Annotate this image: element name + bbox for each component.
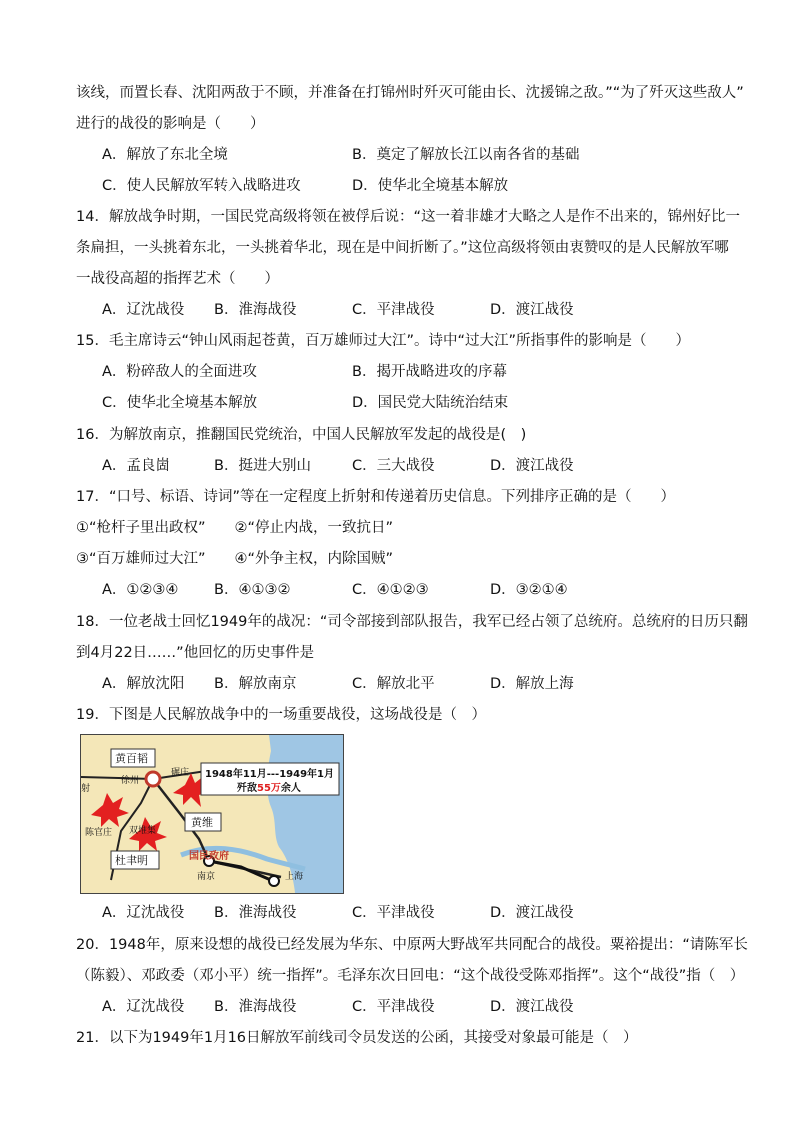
q20-option-d[interactable]: D．渡江战役 [490, 999, 574, 1015]
q18-option-a[interactable]: A．解放沈阳 [102, 676, 185, 692]
q16-stem: 16．为解放南京，推翻国民党统治，中国人民解放军发起的战役是( ) [76, 427, 527, 443]
nianzhuang-label: 碾庄 [171, 768, 190, 778]
q13-option-d[interactable]: D．使华北全境基本解放 [352, 178, 509, 194]
q14-option-d[interactable]: D．渡江战役 [490, 302, 574, 318]
q20-option-b[interactable]: B．淮海战役 [214, 999, 297, 1015]
q16-option-d[interactable]: D．渡江战役 [490, 458, 574, 474]
q13-option-a[interactable]: A．解放了东北全境 [102, 147, 228, 163]
q20-stem-line-2: （陈毅）、邓政委（邓小平）统一指挥”。毛泽东次日回电：“这个战役受陈邓指挥”。这个“战役”指（ ） [76, 968, 745, 984]
nanjing-label: 南京 [197, 872, 216, 882]
q17-option-c[interactable]: C．④①②③ [352, 582, 429, 598]
q15-option-b[interactable]: B．揭开战略进攻的序幕 [352, 364, 507, 380]
she-label: 射 [81, 784, 91, 794]
q15-option-a[interactable]: A．粉碎敌人的全面进攻 [102, 364, 257, 380]
q21-stem: 21．以下为1949年1月16日解放军前线司令员发送的公函，其接受对象最可能是（ ） [76, 1030, 638, 1046]
q14-option-a[interactable]: A．辽沈战役 [102, 302, 185, 318]
q19-option-a[interactable]: A．辽沈战役 [102, 905, 185, 921]
q13-option-c[interactable]: C．使人民解放军转入战略进攻 [102, 178, 301, 194]
q17-items-2: ③“百万雄师过大江” ④“外争主权，内除国贼” [76, 551, 394, 567]
q18-option-c[interactable]: C．解放北平 [352, 676, 435, 692]
huangbaitao-label: 黄百韬 [115, 752, 148, 765]
shanghai-label: 上海 [285, 872, 304, 882]
q19-stem: 19．下图是人民解放战争中的一场重要战役，这场战役是（ ） [76, 707, 486, 723]
q19-option-b[interactable]: B．淮海战役 [214, 905, 297, 921]
chenguanzhuang-label: 陈官庄 [85, 828, 113, 838]
q13-stem-line-2: 进行的战役的影响是（ ） [76, 116, 265, 132]
q20-stem-line-1: 20．1948年，原来设想的战役已经发展为华东、中原两大野战军共同配合的战役。粟裕提出：“请陈军长 [76, 937, 748, 953]
q14-stem-line-2: 条扁担，一头挑着东北，一头挑着华北，现在是中间折断了。”这位高级将领由衷赞叹的是人民解放军哪 [76, 240, 729, 256]
q13-option-b[interactable]: B．奠定了解放长江以南各省的基础 [352, 147, 580, 163]
q14-option-c[interactable]: C．平津战役 [352, 302, 435, 318]
q17-option-d[interactable]: D．③②①④ [490, 582, 568, 598]
shuangduiji-label: 双堆集 [129, 826, 157, 836]
q13-stem-line-1: 该线，而置长春、沈阳两敌于不顾，并准备在打锦州时歼灭可能由长、沈援锦之敌。”“为了歼灭这些敌人” [76, 85, 744, 101]
q18-stem-line-1: 18．一位老战士回忆1949年的战况：“司令部接到部队报告，我军已经占领了总统府。总统府的日历只翻 [76, 614, 748, 630]
q17-option-a[interactable]: A．①②③④ [102, 582, 179, 598]
q17-items-1: ①“枪杆子里出政权” ②“停止内战，一致抗日” [76, 520, 394, 536]
xuzhou-marker-icon [146, 772, 160, 786]
guominzhengfu-label: 国民政府 [189, 851, 229, 862]
q20-option-a[interactable]: A．辽沈战役 [102, 999, 185, 1015]
huaihai-campaign-map [80, 734, 344, 894]
q16-option-b[interactable]: B．挺进大别山 [214, 458, 311, 474]
xuzhou-label: 徐州 [121, 776, 140, 786]
q19-option-d[interactable]: D．渡江战役 [490, 905, 574, 921]
q19-option-c[interactable]: C．平津战役 [352, 905, 435, 921]
q18-option-b[interactable]: B．解放南京 [214, 676, 297, 692]
map-svg [81, 735, 343, 893]
huangwei-label: 黄维 [191, 816, 213, 829]
q14-stem-line-1: 14．解放战争时期，一国民党高级将领在被俘后说：“这一着非雄才大略之人是作不出来的，锦州好比一 [76, 209, 740, 225]
duyuming-label: 杜聿明 [115, 854, 148, 867]
casualty-label: 歼敌55万余人 [237, 783, 301, 794]
q16-option-a[interactable]: A．孟良崮 [102, 458, 170, 474]
q15-stem: 15．毛主席诗云“钟山风雨起苍黄，百万雄师过大江”。诗中“过大江”所指事件的影响是（ ） [76, 333, 690, 349]
q20-option-c[interactable]: C．平津战役 [352, 999, 435, 1015]
shanghai-marker-icon [269, 876, 279, 886]
q15-option-d[interactable]: D．国民党大陆统治结束 [352, 395, 509, 411]
date-label: 1948年11月---1949年1月 [205, 769, 334, 780]
q15-option-c[interactable]: C．使华北全境基本解放 [102, 395, 258, 411]
q16-option-c[interactable]: C．三大战役 [352, 458, 435, 474]
q18-option-d[interactable]: D．解放上海 [490, 676, 574, 692]
q17-stem: 17．“口号、标语、诗词”等在一定程度上折射和传递着历史信息。下列排序正确的是（ ） [76, 489, 675, 505]
q17-option-b[interactable]: B．④①③② [214, 582, 291, 598]
q14-option-b[interactable]: B．淮海战役 [214, 302, 297, 318]
q18-stem-line-2: 到4月22日……”他回忆的历史事件是 [76, 645, 315, 661]
q14-stem-line-3: 一战役高超的指挥艺术（ ） [76, 271, 279, 287]
